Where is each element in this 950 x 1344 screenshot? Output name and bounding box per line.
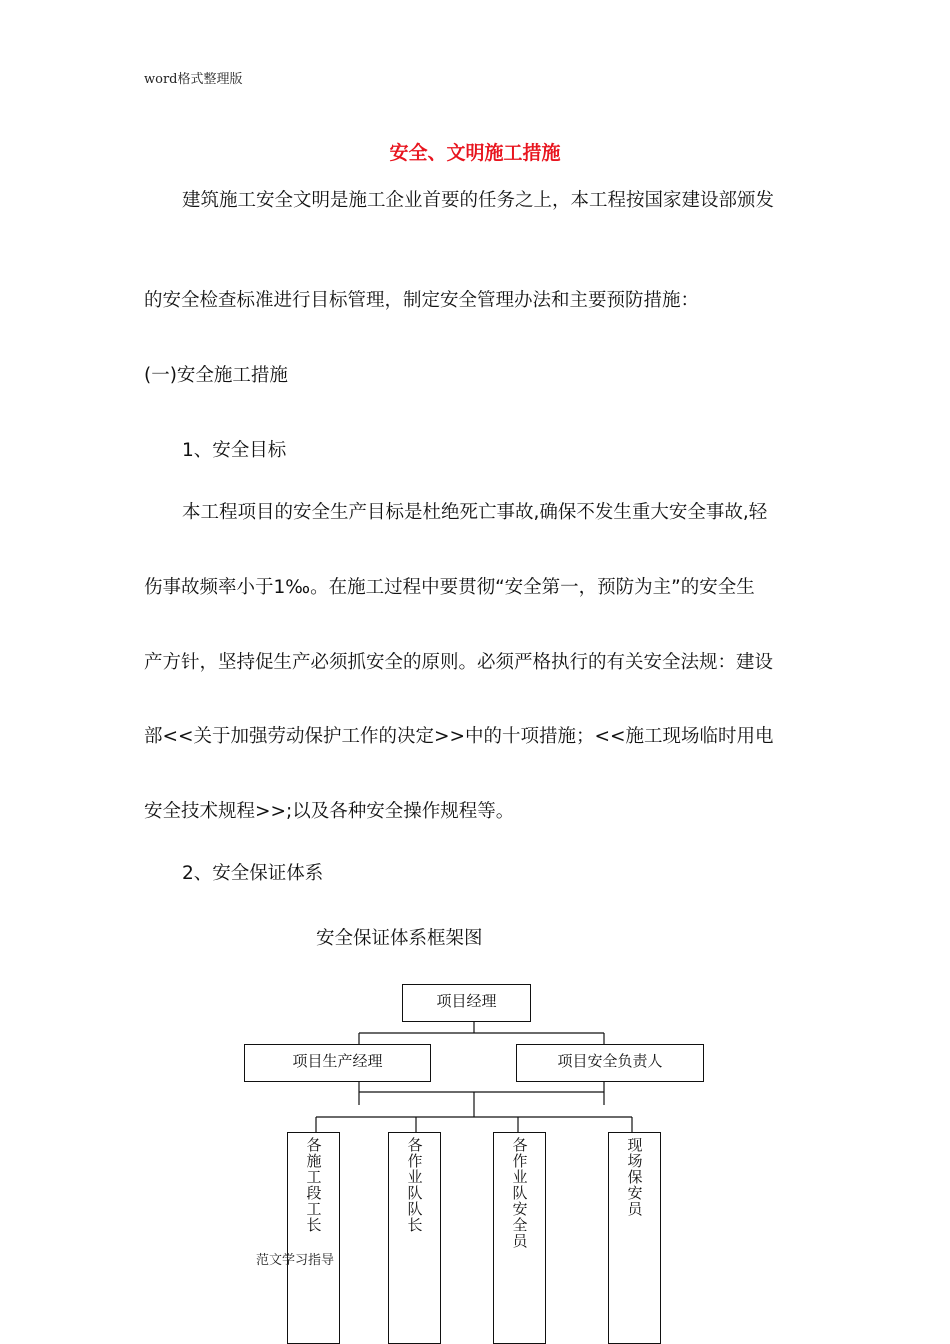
document-title: 安全、文明施工措施 (389, 142, 561, 164)
org-box-team-leaders (388, 1132, 441, 1344)
diagram-title: 安全保证体系框架图 (316, 928, 483, 949)
org-box-safety-lead: 项目安全负责人 (516, 1044, 704, 1082)
org-box-label: 各施工段工长 (304, 1137, 323, 1233)
paragraph-line: 建筑施工安全文明是施工企业首要的任务之上，本工程按国家建设部颁发 (182, 190, 775, 211)
org-box-label: 现场保安员 (625, 1137, 644, 1217)
paragraph-line: 的安全检查标准进行目标管理，制定安全管理办法和主要预防措施： (144, 290, 700, 311)
org-box-production-manager: 项目生产经理 (244, 1044, 431, 1082)
page-footer: 范文学习指导 (256, 1253, 335, 1268)
org-box-team-safety-officers (493, 1132, 546, 1344)
org-box-label: 各作业队安全员 (510, 1137, 529, 1249)
org-box-section-foremen (287, 1132, 340, 1344)
page-header: word格式整理版 (144, 72, 243, 87)
paragraph-line: 安全技术规程>>;以及各种安全操作规程等。 (144, 801, 515, 822)
org-box-label: 各作业队队长 (405, 1137, 424, 1233)
org-box-project-manager: 项目经理 (402, 984, 531, 1022)
paragraph-line: 本工程项目的安全生产目标是杜绝死亡事故,确保不发生重大安全事故,轻 (182, 502, 768, 523)
paragraph-line: 产方针，坚持促生产必须抓安全的原则。必须严格执行的有关安全法规：建设 (144, 652, 774, 673)
section-heading: (一)安全施工措施 (144, 365, 288, 386)
subsection-heading: 2、安全保证体系 (182, 863, 324, 884)
paragraph-line: 部<<关于加强劳动保护工作的决定>>中的十项措施；<<施工现场临时用电 (144, 726, 774, 747)
paragraph-line: 伤事故频率小于1‰。在施工过程中要贯彻“安全第一，预防为主”的安全生 (144, 577, 755, 598)
org-box-site-security (608, 1132, 661, 1344)
subsection-heading: 1、安全目标 (182, 440, 287, 461)
